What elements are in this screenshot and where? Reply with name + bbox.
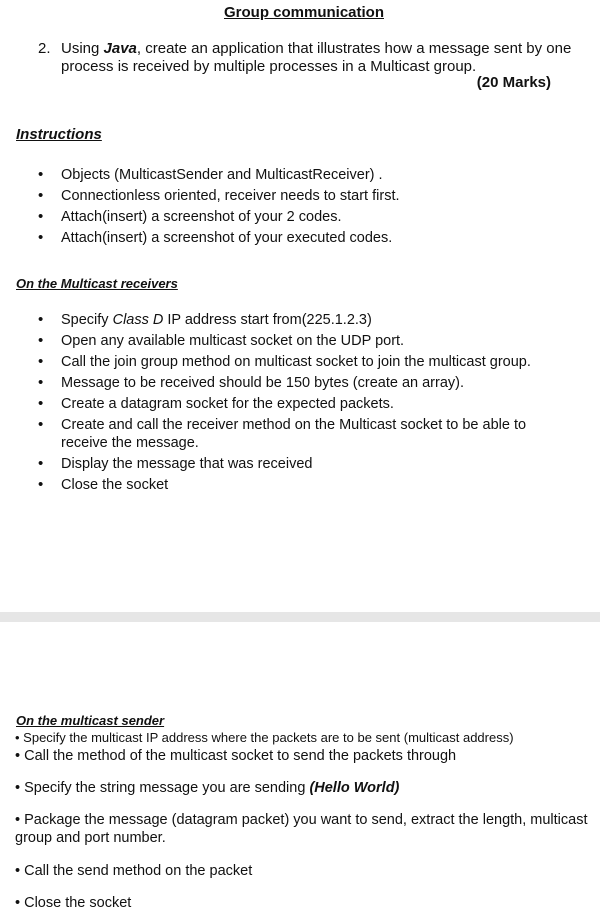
list-item: • Open any available multicast socket on the UDP port.	[38, 332, 573, 350]
sender-line-prefix: • Specify the string message you are sending	[15, 780, 310, 796]
list-item: • Call the join group method on multicast socket to join the multicast group.	[38, 353, 573, 371]
sender-line: • Call the send method on the packet	[15, 863, 253, 879]
list-item-suffix: IP address start from(225.1.2.3)	[163, 312, 372, 328]
sender-heading: On the multicast sender	[16, 713, 165, 728]
sender-line: • Package the message (datagram packet) you want to send, extract the length, multicast group and port number.	[15, 812, 588, 846]
instructions-list	[38, 166, 573, 250]
question-text	[61, 40, 591, 76]
sender-line: • Close the socket	[15, 895, 132, 911]
marks-label: (20 Marks)	[476, 74, 551, 91]
list-item: • Display the message that was received	[38, 455, 573, 473]
list-item-prefix: Specify	[61, 312, 113, 328]
list-item: • Message to be received should be 150 bytes (create an array).	[38, 374, 573, 392]
question-number: 2.	[38, 40, 51, 57]
list-item: • Create and call the receiver method on the Multicast socket to be able to receive the message.	[38, 416, 573, 452]
hello-world-text: (Hello World)	[309, 780, 400, 796]
question-text-suffix: , create an application that illustrates how a message sent by one process is received by multiple processes in a Multicast group.	[61, 40, 572, 75]
receivers-heading: On the Multicast receivers	[16, 276, 178, 291]
class-d-text: Class D	[112, 312, 164, 328]
list-item: • Connectionless oriented, receiver needs to start first.	[38, 187, 573, 205]
list-item: • Objects (MulticastSender and MulticastReceiver) .	[38, 166, 573, 184]
list-item: • Attach(insert) a screenshot of your executed codes.	[38, 229, 573, 247]
sender-line: • Call the method of the multicast socket to send the packets through	[15, 748, 457, 764]
page-divider	[0, 612, 600, 622]
list-item: • Attach(insert) a screenshot of your 2 codes.	[38, 208, 573, 226]
list-item: • Create a datagram socket for the expected packets.	[38, 395, 573, 413]
list-item: • Close the socket	[38, 476, 573, 494]
page-title: Group communication	[223, 4, 384, 21]
instructions-heading: Instructions	[16, 126, 102, 143]
sender-line: • Specify the multicast IP address where the packets are to be sent (multicast address)	[15, 730, 514, 745]
receivers-list	[38, 311, 573, 497]
list-item	[38, 311, 573, 329]
sender-line	[15, 779, 590, 797]
language-name: Java	[103, 40, 137, 57]
question-text-prefix: Using	[61, 40, 104, 57]
